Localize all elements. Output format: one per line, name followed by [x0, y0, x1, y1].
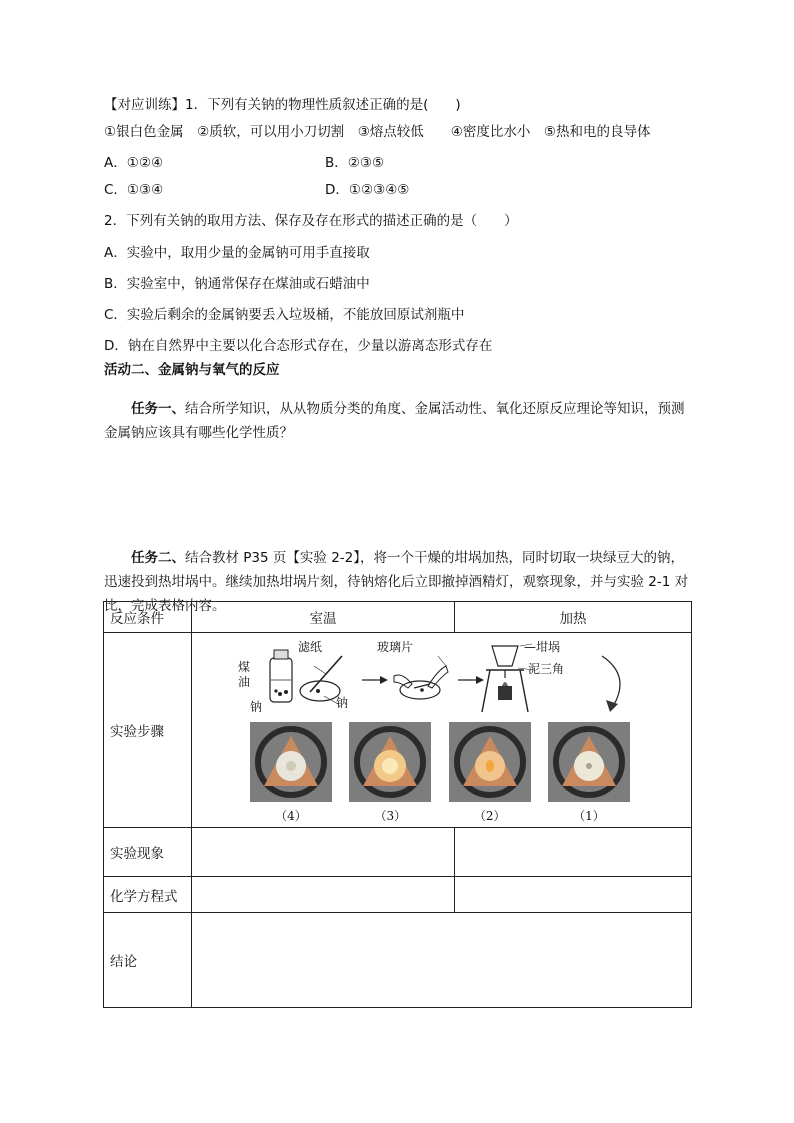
- header-condition: 反应条件: [104, 602, 192, 633]
- task2-text: 结合教材 P35 页【实验 2-2】，将一个干燥的坩埚加热，同时切取一块绿豆大的钠，迅速投到热坩埚中。继续加热坩埚片刻，待钠熔化后立即撤掉酒精灯，观察现象，并与实验 2-1 对比，完成表格内容。: [104, 550, 689, 614]
- row-label-equation: 化学方程式: [104, 877, 192, 913]
- observation-room-temp-cell[interactable]: [192, 828, 455, 877]
- observation-heating-cell[interactable]: [455, 828, 692, 877]
- label-filter-paper: 滤纸: [298, 640, 323, 654]
- q2-option-d: D．钠在自然界中主要以化合态形式存在，少量以游离态形式存在: [104, 338, 493, 354]
- task1-label: 任务一、: [131, 401, 185, 417]
- label-sodium-paper: 钠: [336, 696, 349, 710]
- q2-option-b: B．实验室中，钠通常保存在煤油或石蜡油中: [104, 276, 370, 292]
- crucible-photo-icon: [250, 722, 332, 802]
- crucible-photo-icon: [349, 722, 431, 802]
- q2-header: 2．下列有关钠的取用方法、保存及存在形式的描述正确的是（ ）: [104, 213, 518, 229]
- equation-room-temp-cell[interactable]: [192, 877, 455, 913]
- label-crucible: —坩埚: [524, 640, 561, 654]
- equation-heating-cell[interactable]: [455, 877, 692, 913]
- photo-1: [548, 722, 630, 824]
- label-kerosene: 煤油: [238, 660, 251, 689]
- photo-sequence: [250, 722, 630, 824]
- q1-option-a: A．①②④: [104, 155, 164, 171]
- photo-4: [250, 722, 332, 824]
- caption-2: （2）: [473, 809, 506, 823]
- q1-option-b: B．②③⑤: [325, 155, 385, 171]
- q1-header: 【对应训练】1．下列有关钠的物理性质叙述正确的是( ): [104, 97, 461, 113]
- apparatus-diagram: [202, 636, 682, 716]
- caption-4: （4）: [275, 809, 307, 823]
- q1-option-c: C．①③④: [104, 182, 164, 198]
- header-heating: 加热: [455, 602, 692, 633]
- row-label-conclusion: 结论: [104, 913, 192, 1008]
- crucible-photo-icon: [449, 722, 531, 802]
- caption-1: （1）: [573, 809, 605, 823]
- task2-label: 任务二、: [131, 550, 185, 566]
- experiment-table: [103, 601, 692, 1008]
- crucible-photo-icon: [548, 722, 630, 802]
- q1-properties: ①银白色金属 ②质软，可以用小刀切割 ③熔点较低 ④密度比水小 ⑤热和电的良导体: [104, 124, 651, 140]
- q1-option-d: D．①②③④⑤: [325, 182, 410, 198]
- row-label-observation: 实验现象: [104, 828, 192, 877]
- apparatus-illustration: [202, 636, 682, 716]
- caption-3: （3）: [374, 809, 407, 823]
- row-label-steps: 实验步骤: [104, 633, 192, 828]
- task1-text: 结合所学知识，从从物质分类的角度、金属活动性、氧化还原反应理论等知识，预测金属钠应该具有哪些化学性质？: [104, 401, 685, 441]
- label-glass-slide: 玻璃片: [377, 640, 414, 654]
- q2-option-c: C．实验后剩余的金属钠要丢入垃圾桶，不能放回原试剂瓶中: [104, 307, 465, 323]
- task1-paragraph: [104, 397, 694, 445]
- q2-option-a: A．实验中，取用少量的金属钠可用手直接取: [104, 245, 370, 261]
- label-clay-triangle: 泥三角: [528, 662, 565, 676]
- photo-2: [449, 722, 531, 824]
- label-sodium-bottle: 钠: [250, 700, 263, 714]
- photo-3: [349, 722, 431, 824]
- header-room-temp: 室温: [192, 602, 455, 633]
- steps-cell: [192, 633, 692, 828]
- conclusion-cell[interactable]: [192, 913, 692, 1008]
- activity-title: 活动二、金属钠与氧气的反应: [104, 362, 280, 378]
